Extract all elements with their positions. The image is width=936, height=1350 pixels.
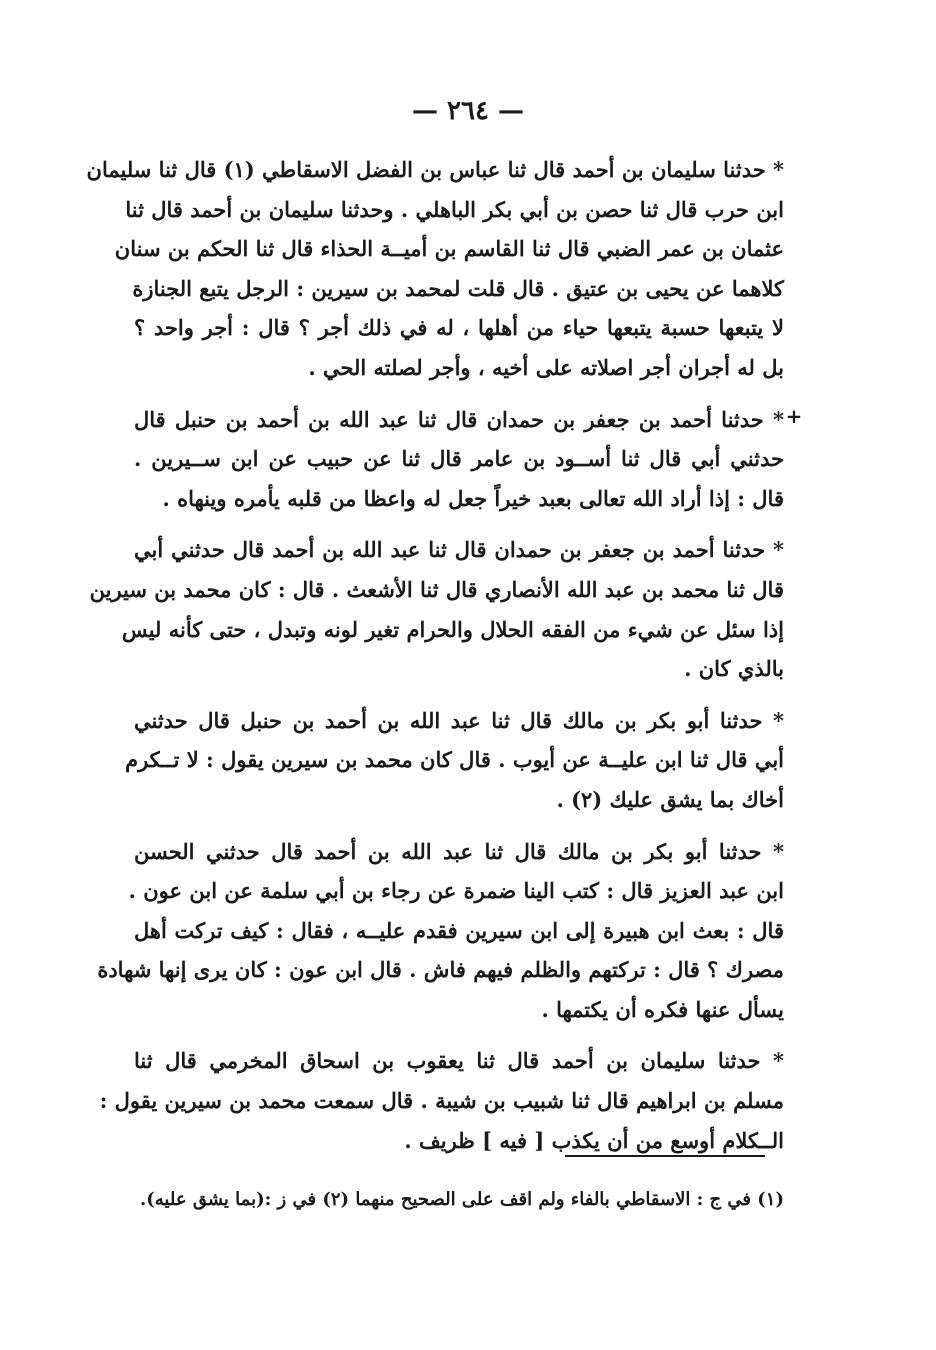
text-line: مسلم بن ابراهيم قال ثنا شبيب بن شيبة . قال سمعت محمد بن سيرين يقول : <box>99 1088 784 1114</box>
text-line: قال : إذا أراد الله تعالى بعبد خيراً جعل له واعظا من قلبه يأمره وينهاه . <box>162 485 784 511</box>
main-text <box>86 150 784 1172</box>
text-line: * حدثنا أبو بكر بن مالك قال ثنا عبد الله بن أحمد قال حدثني الحسن <box>134 838 784 864</box>
text-line: قال ثنا محمد بن عبد الله الأنصاري قال ثنا الأشعث . قال : كان محمد بن سيرين <box>89 576 784 602</box>
text-line: ابن حرب قال ثنا حصن بن أبي بكر الباهلي . وحدثنا سليمان بن أحمد قال ثنا <box>125 196 784 222</box>
text-line: عثمان بن عمر الضبي قال ثنا القاسم بن أميــة الحذاء قال ثنا الحكم بن سنان <box>114 236 784 262</box>
text-line: مصرك ؟ قال : تركتهم والظلم فيهم فاش . قال ابن عون : كان يرى إنها شهادة <box>97 957 784 983</box>
paragraph-3 <box>89 530 784 688</box>
text-line: أبي قال ثنا ابن عليــة عن أيوب . قال كان محمد بن سيرين يقول : لا تــكرم <box>125 747 784 773</box>
text-line: أخاك بما يشق عليك (٢) . <box>556 786 784 812</box>
text-line: قال : بعث ابن هبيرة إلى ابن سيرين فقدم عليــه ، فقال : كيف تركت أهل <box>134 917 784 943</box>
text-line: إذا سئل عن شيء من الفقه الحلال والحرام تغير لونه وتبدل ، حتى كأنه ليس <box>121 616 784 642</box>
text-line: الــكلام أوسع من أن يكذب [ فيه ] ظريف . <box>404 1127 784 1153</box>
text-line: بل له أجران أجر اصلاته على أخيه ، وأجر لصلته الحي . <box>308 354 784 380</box>
text-line: يسأل عنها فكره أن يكتمها . <box>541 996 784 1022</box>
text-line: * حدثنا أحمد بن جعفر بن حمدان قال ثنا عبد الله بن أحمد قال حدثني أبي <box>134 537 784 563</box>
footnote: (١) في ج : الاسقاطي بالفاء ولم اقف على الصحيح منهما (٢) في ز :(بما يشق عليه). <box>140 1189 784 1210</box>
text-line: * حدثنا سليمان بن أحمد قال ثنا عباس بن الفضل الاسقاطي (١) قال ثنا سليمان <box>86 157 784 182</box>
text-line: بالذي كان . <box>684 656 784 682</box>
text-line: * حدثنا أبو بكر بن مالك قال ثنا عبد الله بن أحمد بن حنبل قال حدثني <box>134 707 784 733</box>
text-line: لا يتبعها حسبة يتبعها حياء من أهلها ، له في ذلك أجر ؟ قال : أجر واحد ؟ <box>134 315 784 341</box>
text-line: * حدثنا سليمان بن أحمد قال ثنا يعقوب بن اسحاق المخرمي قال ثنا <box>134 1048 784 1074</box>
paragraph-2 <box>134 400 784 519</box>
footnote-divider <box>565 1155 765 1157</box>
margin-annotation-mark: + <box>785 404 803 428</box>
paragraph-6 <box>99 1041 784 1160</box>
text-line: كلاهما عن يحيى بن عتيق . قال قلت لمحمد بن سيرين : الرجل يتبع الجنازة <box>132 275 784 301</box>
text-line: ابن عبد العزيز قال : كتب الينا ضمرة عن رجاء بن أبي سلمة عن ابن عون . <box>128 878 784 904</box>
text-line: * حدثنا أحمد بن جعفر بن حمدان قال ثنا عبد الله بن أحمد بن حنبل قال <box>134 406 784 432</box>
paragraph-4 <box>125 701 784 820</box>
paragraph-5 <box>97 832 784 1030</box>
page-number: — ٢٦٤ — <box>411 96 525 126</box>
paragraph-1 <box>86 150 784 388</box>
text-line: حدثني أبي قال ثنا أســود بن عامر قال ثنا عن حبيب عن ابن ســيرين . <box>134 446 784 472</box>
